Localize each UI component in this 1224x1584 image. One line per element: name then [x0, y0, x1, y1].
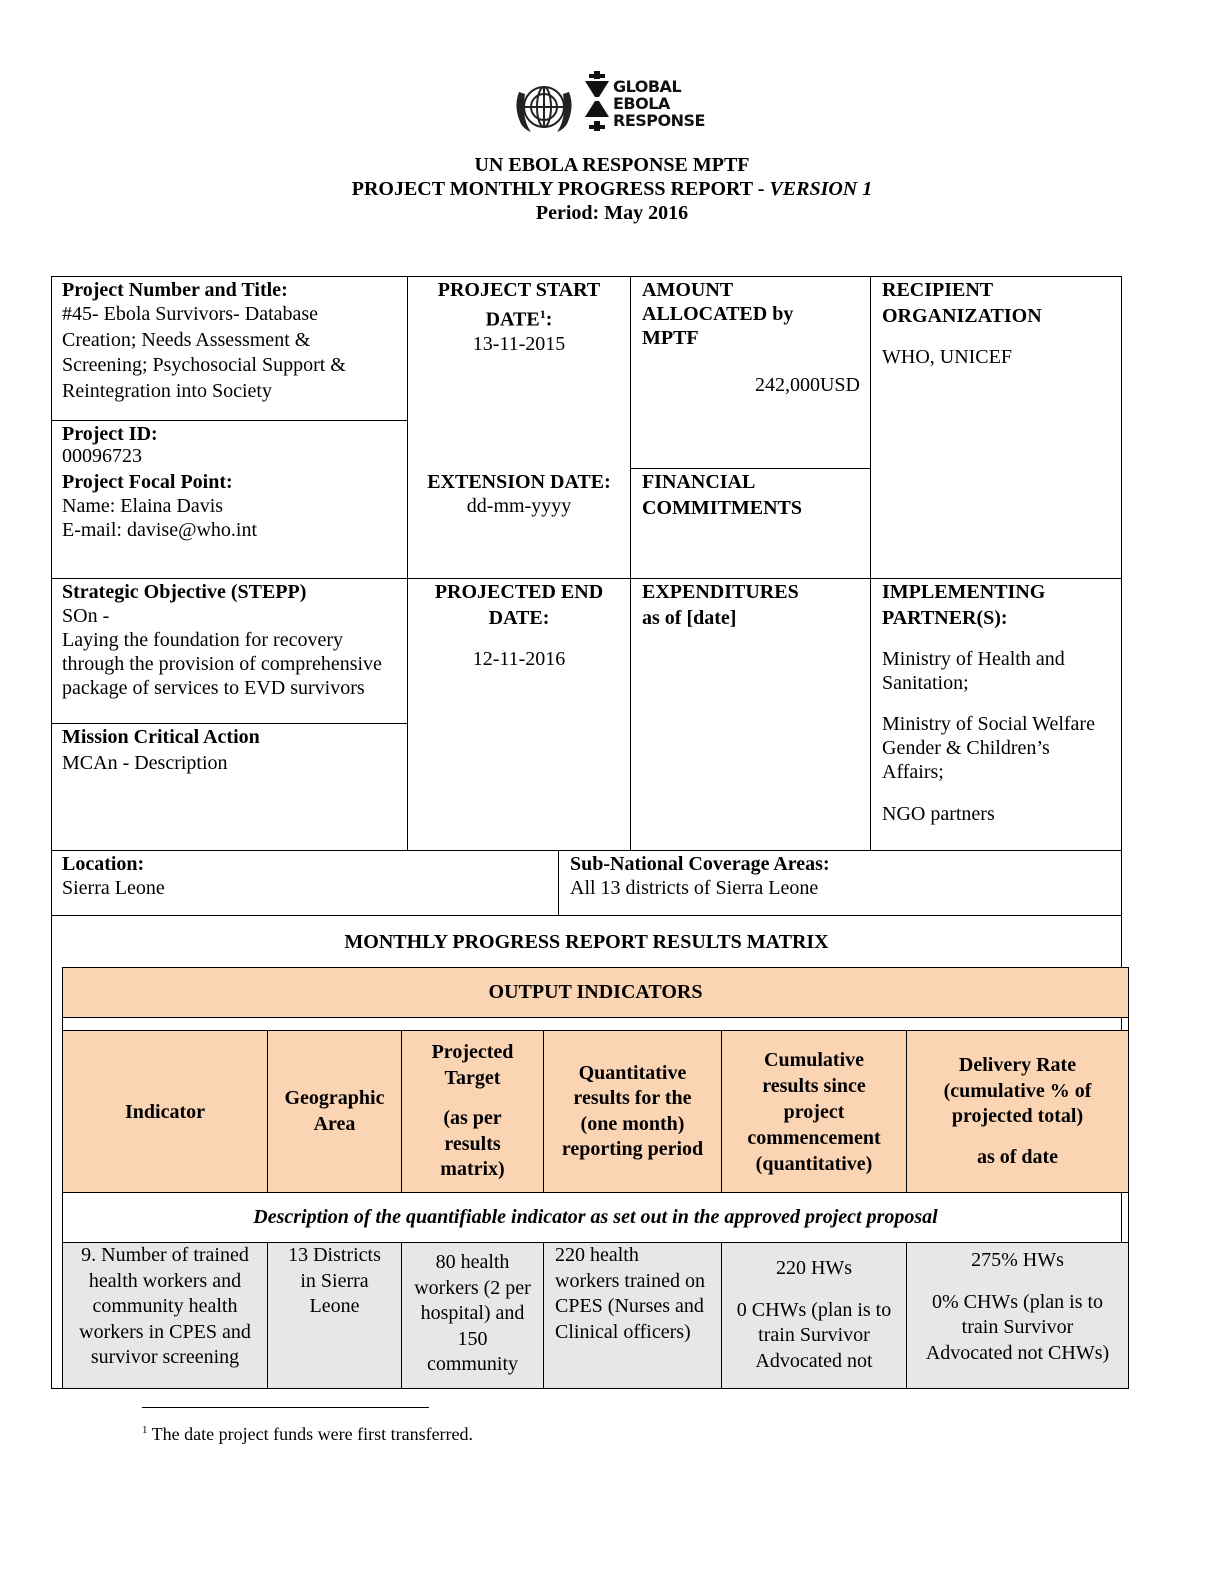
period: Period: May 2016: [535, 202, 689, 224]
strategic-objective-label: Strategic Objective (STEPP): [62, 581, 307, 603]
project-number-title-cell: [62, 278, 402, 404]
project-title-line: Reintegration into Society: [62, 379, 272, 402]
implementing-partners-cell: [882, 580, 1117, 826]
location-value: Sierra Leone: [62, 877, 165, 899]
amount-allocated-label: AMOUNT ALLOCATED by MPTF: [642, 279, 794, 349]
row-delivery-rate: 275% HWs 0% CHWs (plan is to train Survivor Advocated not CHWs): [925, 1249, 1110, 1364]
mission-critical-action-value: MCAn - Description: [62, 751, 228, 774]
global-ebola-response-logo: [582, 71, 706, 135]
focal-point-name: Name: Elaina Davis: [62, 495, 224, 517]
projected-end-date-value: 12-11-2016: [472, 648, 566, 670]
subnational-coverage-cell: [570, 852, 1115, 900]
indicator-description: Description of the quantifiable indicator as set out in the approved project proposal: [253, 1206, 938, 1228]
subnational-coverage-value: All 13 districts of Sierra Leone: [570, 877, 819, 899]
col-header-indicator: Indicator: [125, 1100, 205, 1123]
project-title-line: #45- Ebola Survivors- Database: [62, 303, 319, 325]
partner-item: Ministry of Health and Sanitation;: [882, 648, 1065, 694]
col-header-quantitative-results: Quantitative results for the (one month) reporting period: [561, 1061, 704, 1160]
row-geographic-area: 13 Districts in Sierra Leone: [288, 1244, 381, 1317]
start-date-cell: [408, 278, 630, 356]
footnote: [142, 1419, 742, 1445]
footnote-mark: 1: [142, 1424, 148, 1436]
start-date-label-1: PROJECT START: [437, 279, 601, 301]
focal-point-cell: [62, 470, 402, 542]
project-number-title-label: Project Number and Title:: [62, 279, 288, 301]
strategic-objective-line: package of services to EVD survivors: [62, 677, 365, 699]
logo-text: GLOBAL EBOLA RESPONSE: [613, 77, 705, 130]
results-matrix-title: MONTHLY PROGRESS REPORT RESULTS MATRIX: [344, 931, 829, 953]
footnote-separator: [142, 1407, 429, 1408]
row-cumulative-results: 220 HWs 0 CHWs (plan is to train Survivor Advocated not: [736, 1257, 892, 1372]
title-line-1: UN EBOLA RESPONSE MPTF: [474, 154, 750, 176]
amount-allocated-value: 242,000USD: [754, 374, 860, 396]
un-emblem-logo: [511, 78, 577, 136]
project-title-line: Creation; Needs Assessment &: [62, 328, 311, 351]
project-id-label: Project ID:: [62, 423, 158, 445]
projected-end-date-cell: PROJECTED END DATE: 12-11-2016: [408, 580, 630, 673]
mission-critical-action-label: Mission Critical Action: [62, 726, 260, 748]
location-cell: [62, 852, 552, 900]
mission-critical-action-cell: [62, 725, 402, 776]
col-header-projected-target: Projected Target (as per results matrix): [431, 1041, 514, 1181]
extension-date-label: EXTENSION DATE:: [427, 471, 611, 493]
footnote-ref[interactable]: 1: [539, 307, 546, 321]
row-indicator: 9. Number of trained health workers and community health workers in CPES and survivor screening: [79, 1244, 251, 1368]
extension-date-cell: [408, 470, 630, 518]
focal-point-email: E-mail: davise@who.int: [62, 519, 258, 541]
project-id-value: 00096723: [62, 445, 142, 467]
focal-point-label: Project Focal Point:: [62, 471, 233, 493]
strategic-objective-cell: [62, 580, 402, 700]
col-header-geographic-area: Geographic Area: [284, 1087, 385, 1135]
report-title: [0, 153, 1224, 225]
strategic-objective-line: SOn -: [62, 605, 110, 627]
col-header-delivery-rate: Delivery Rate (cumulative % of projected total) as of date: [943, 1054, 1092, 1168]
output-indicators-title: OUTPUT INDICATORS: [488, 981, 703, 1003]
financial-commitments-label: FINANCIAL COMMITMENTS: [642, 471, 802, 519]
strategic-objective-line: through the provision of comprehensive: [62, 653, 382, 675]
start-date-label-2: DATE$^1$:: [485, 307, 553, 331]
project-id-cell: [62, 423, 402, 467]
expenditures-label: EXPENDITURES as of [date]: [642, 581, 799, 629]
row-projected-target: 80 health workers (2 per hospital) and 150 community: [414, 1251, 531, 1375]
subnational-coverage-label: Sub-National Coverage Areas:: [570, 853, 830, 875]
col-header-cumulative-results: Cumulative results since project commencement (quantitative): [747, 1048, 881, 1175]
partner-item: Ministry of Social Welfare Gender & Children’s Affairs;: [882, 713, 1095, 783]
recipient-organization-value: WHO, UNICEF: [882, 346, 1012, 368]
partner-item: NGO partners: [882, 803, 995, 825]
recipient-organization-label: RECIPIENT ORGANIZATION: [882, 279, 1042, 327]
row-quantitative-results: 220 health workers trained on CPES (Nurses and Clinical officers): [555, 1244, 705, 1343]
strategic-objective-line: Laying the foundation for recovery: [62, 629, 344, 651]
implementing-partners-label: IMPLEMENTING PARTNER(S):: [882, 581, 1046, 629]
project-title-line: Screening; Psychosocial Support &: [62, 354, 346, 376]
start-date-value: 13-11-2015: [472, 332, 566, 355]
extension-date-value: dd-mm-yyyy: [466, 495, 572, 517]
footnote-text: The date project funds were first transferred.: [147, 1424, 474, 1444]
version-label: VERSION 1: [769, 178, 873, 200]
location-label: Location:: [62, 853, 145, 875]
title-line-2: PROJECT MONTHLY PROGRESS REPORT - VERSION 1: [351, 178, 873, 200]
